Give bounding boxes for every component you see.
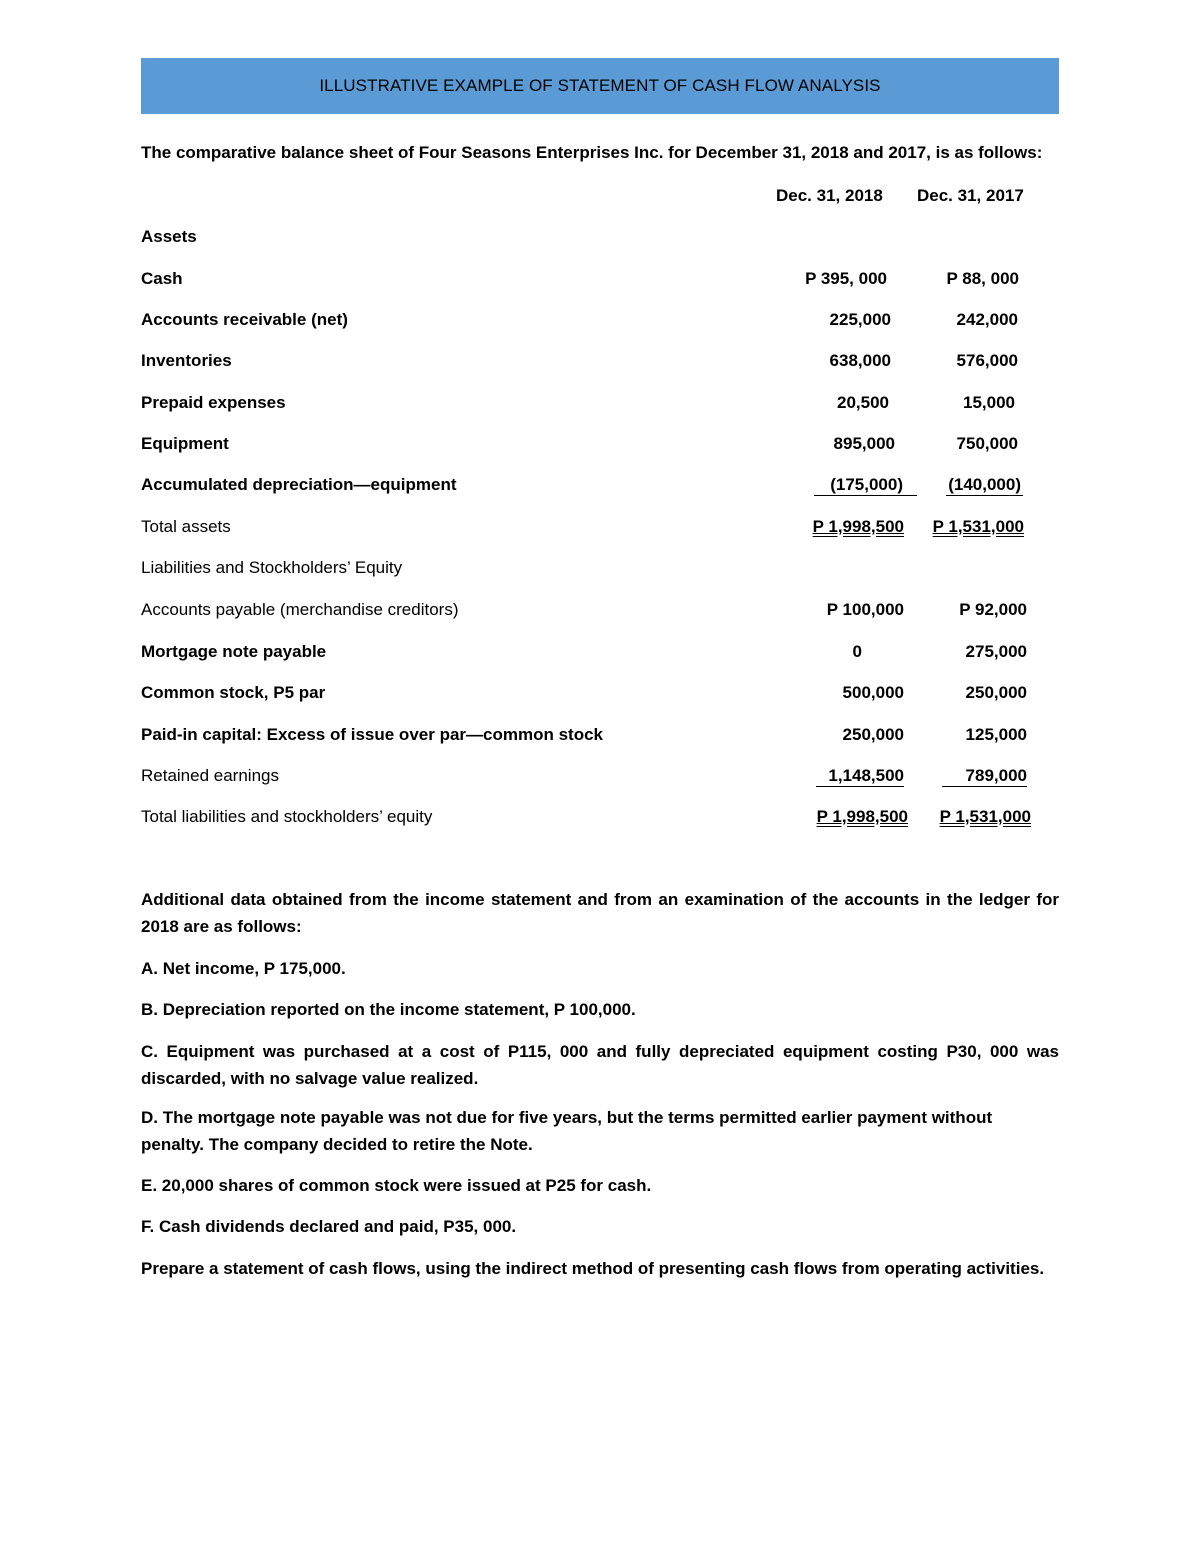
note-item-a: A. Net income, P 175,000. [141, 959, 346, 978]
value-2018: 895,000 [833, 434, 895, 453]
value-2017: 125,000 [965, 725, 1027, 744]
table-row [141, 349, 1059, 375]
value-2017: P 88, 000 [946, 269, 1019, 288]
value-2017: P 92,000 [959, 600, 1027, 619]
page-title: ILLUSTRATIVE EXAMPLE OF STATEMENT OF CASH FLOW ANALYSIS [319, 76, 881, 95]
value-2017-wrap [946, 473, 1023, 497]
row-label: Accumulated depreciation—equipment [141, 475, 457, 494]
value-2017: 250,000 [965, 683, 1027, 702]
table-row [141, 308, 1059, 334]
note-item-e: E. 20,000 shares of common stock were issued at P25 for cash. [141, 1176, 652, 1195]
note-item-d: D. The mortgage note payable was not due for five years, but the terms permitted earlier payment without penalty. The company decided to retire the Note. [141, 1108, 993, 1154]
value-2018: 225,000 [829, 310, 891, 329]
note-item-f: F. Cash dividends declared and paid, P35, 000. [141, 1217, 517, 1236]
assets-heading: Assets [141, 227, 197, 246]
table-row [141, 391, 1059, 417]
table-row [141, 764, 1059, 790]
assets-heading-row [141, 225, 1059, 251]
value-2018: 1,148,500 [816, 766, 904, 787]
value-2018: (175,000) [814, 475, 917, 496]
instruction-text: Prepare a statement of cash flows, using the indirect method of presenting cash flows from operating activities. [141, 1259, 1045, 1278]
value-2017: 576,000 [956, 351, 1018, 370]
row-label: Cash [141, 269, 183, 288]
value-2018-wrap [814, 473, 917, 497]
value-2018: 250,000 [842, 725, 904, 744]
liabilities-heading: Liabilities and Stockholders’ Equity [141, 558, 403, 577]
value-2018-wrap [816, 764, 904, 788]
title-banner [141, 58, 1059, 114]
intro-text: The comparative balance sheet of Four Seasons Enterprises Inc. for December 31, 2018 and 2017, is as follows: [141, 143, 1043, 162]
value-2017-wrap [942, 764, 1027, 788]
row-label: Paid-in capital: Excess of issue over par—common stock [141, 725, 603, 744]
row-label: Accounts payable (merchandise creditors) [141, 600, 459, 619]
row-label: Equipment [141, 434, 229, 453]
table-row [141, 681, 1059, 707]
row-label: Prepaid expenses [141, 393, 286, 412]
row-label: Inventories [141, 351, 232, 370]
value-2017: 242,000 [956, 310, 1018, 329]
additional-data-intro: Additional data obtained from the income statement and from an examination of the accounts in the ledger for 2018 are as follows: [141, 890, 1059, 936]
table-row [141, 432, 1059, 458]
table-row [141, 473, 1059, 499]
value-2017: 789,000 [942, 766, 1027, 787]
value-2018: P 100,000 [826, 600, 904, 619]
note-item-b: B. Depreciation reported on the income statement, P 100,000. [141, 1000, 636, 1019]
total-assets-2017: P 1,531,000 [932, 517, 1024, 536]
value-2017: 275,000 [965, 642, 1027, 661]
table-row [141, 723, 1059, 749]
total-liabilities-2017: P 1,531,000 [939, 807, 1031, 826]
total-assets-2018: P 1,998,500 [812, 517, 904, 536]
total-liabilities-2018: P 1,998,500 [816, 807, 908, 826]
total-assets-row [141, 515, 1059, 541]
value-2017: 15,000 [963, 393, 1015, 412]
column-header-2018: Dec. 31, 2018 [776, 186, 883, 205]
row-label: Accounts receivable (net) [141, 310, 348, 329]
table-row [141, 598, 1059, 624]
total-liabilities-label: Total liabilities and stockholders’ equity [141, 807, 433, 826]
row-label: Common stock, P5 par [141, 683, 326, 702]
value-2017: 750,000 [956, 434, 1018, 453]
value-2018: P 395, 000 [805, 269, 887, 288]
row-label: Mortgage note payable [141, 642, 327, 661]
total-assets-label: Total assets [141, 517, 231, 536]
note-item-c: C. Equipment was purchased at a cost of P115, 000 and fully depreciated equipment costing P30, 000 was discarded, with no salvage value realized. [141, 1042, 1059, 1088]
row-label: Retained earnings [141, 766, 279, 785]
value-2018: 500,000 [842, 683, 904, 702]
table-row [141, 267, 1059, 293]
column-header-2017: Dec. 31, 2017 [917, 186, 1024, 205]
liabilities-heading-row [141, 556, 1059, 582]
value-2018: 20,500 [837, 393, 889, 412]
value-2018: 0 [852, 642, 862, 661]
value-2018: 638,000 [829, 351, 891, 370]
total-liabilities-row [141, 805, 1059, 831]
table-row [141, 640, 1059, 666]
value-2017: (140,000) [948, 475, 1021, 494]
